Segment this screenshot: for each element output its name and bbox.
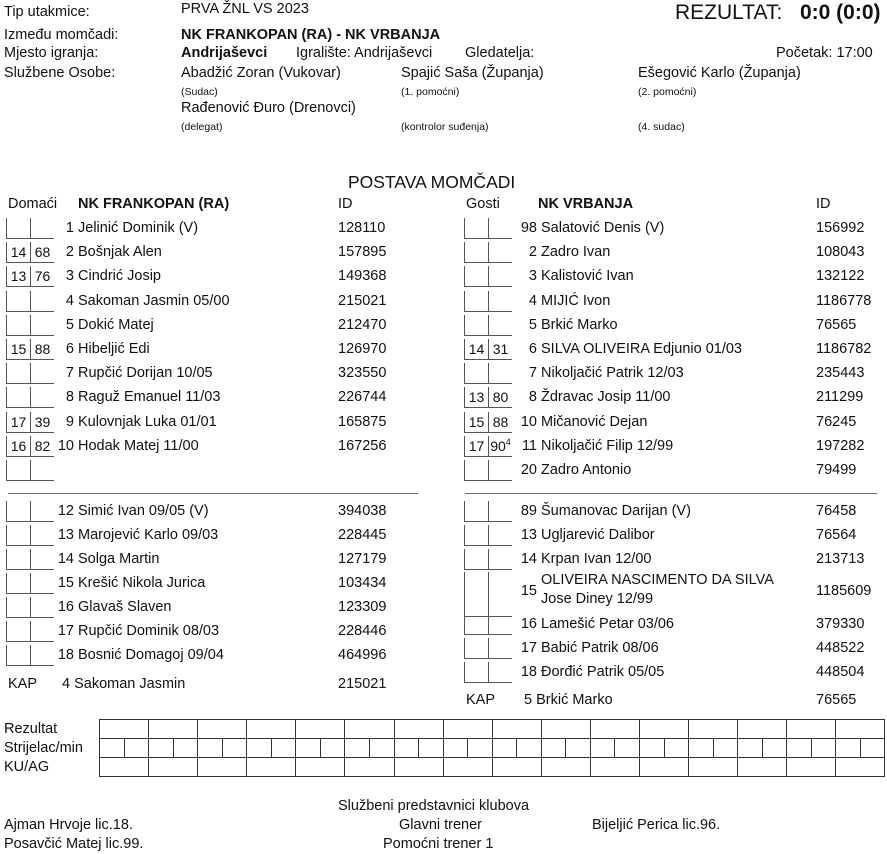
player-id: 464996 bbox=[338, 647, 387, 663]
player-number: 98 bbox=[520, 220, 537, 236]
player-id: 448504 bbox=[816, 664, 865, 680]
player-name: OLIVEIRA NASCIMENTO DA SILVA bbox=[541, 572, 774, 588]
player-number: 12 bbox=[57, 503, 74, 519]
player-id: 165875 bbox=[338, 414, 387, 430]
score-grid-cell[interactable] bbox=[467, 738, 492, 757]
player-id: 156992 bbox=[816, 220, 865, 236]
player-id: 103434 bbox=[338, 575, 387, 591]
score-grid-cell[interactable] bbox=[443, 757, 492, 776]
player-number: 4 bbox=[528, 293, 537, 309]
player-name: Bošnjak Alen bbox=[78, 244, 162, 260]
score-grid-cell[interactable] bbox=[271, 738, 296, 757]
score-grid-cell[interactable] bbox=[664, 738, 689, 757]
player-id: 379330 bbox=[816, 616, 865, 632]
score-grid-cell[interactable] bbox=[99, 757, 148, 776]
player-id: 1186782 bbox=[816, 341, 872, 357]
player-number: 16 bbox=[520, 616, 537, 632]
score-grid-row bbox=[99, 757, 885, 776]
score-grid-cell[interactable] bbox=[737, 738, 762, 757]
score-grid-cell[interactable] bbox=[197, 719, 246, 738]
player-id: 323550 bbox=[338, 365, 387, 381]
player-name: Bosnić Domagoj 09/04 bbox=[78, 647, 224, 663]
score-grid-cell[interactable] bbox=[492, 757, 541, 776]
player-name: Mičanović Dejan bbox=[541, 414, 648, 430]
minute-box[interactable] bbox=[6, 363, 30, 384]
player-id: 76458 bbox=[816, 503, 857, 519]
minute-box-text: 90 bbox=[490, 438, 506, 454]
home-team-name: NK FRANKOPAN (RA) bbox=[78, 196, 230, 212]
tip-label: Tip utakmice: bbox=[4, 4, 90, 20]
venue-value: Andrijaševci bbox=[181, 45, 268, 61]
player-number: 5 bbox=[65, 317, 74, 333]
player-number: 89 bbox=[520, 503, 537, 519]
player-number: 6 bbox=[65, 341, 74, 357]
minute-box[interactable] bbox=[6, 460, 30, 481]
minute-box[interactable] bbox=[6, 387, 30, 408]
spectators: Gledatelja: bbox=[465, 45, 535, 61]
player-number: 9 bbox=[65, 414, 74, 430]
minute-box[interactable] bbox=[6, 597, 30, 618]
lineups-title: POSTAVA MOMČADI bbox=[348, 172, 516, 192]
player-name: Šumanovac Darijan (V) bbox=[541, 503, 691, 519]
home-id-label: ID bbox=[338, 196, 353, 212]
minute-box[interactable]: 16 bbox=[6, 436, 30, 457]
player-name: MIJIĆ Ivon bbox=[541, 293, 611, 309]
minute-box[interactable] bbox=[464, 662, 488, 683]
player-name: Kalistović Ivan bbox=[541, 268, 634, 284]
player-number: 14 bbox=[57, 551, 74, 567]
grid-label-scorer: Strijelac/min bbox=[4, 740, 83, 756]
player-id: 215021 bbox=[338, 293, 387, 309]
player-id: 212470 bbox=[338, 317, 387, 333]
player-number: 15 bbox=[520, 583, 537, 599]
player-id: 213713 bbox=[816, 551, 865, 567]
player-id: 76565 bbox=[816, 317, 857, 333]
player-number: 7 bbox=[65, 365, 74, 381]
player-number: 18 bbox=[520, 664, 537, 680]
minute-box[interactable] bbox=[464, 242, 488, 263]
official-assistant1-role: (1. pomoćni) bbox=[401, 86, 460, 98]
official-referee: Abadžić Zoran (Vukovar) bbox=[181, 65, 341, 81]
rep-role-1: Glavni trener bbox=[399, 817, 483, 833]
result-label: REZULTAT: bbox=[675, 1, 783, 24]
result-value: 0:0 (0:0) bbox=[800, 1, 881, 24]
player-name: Krpan Ivan 12/00 bbox=[541, 551, 652, 567]
match-title: NK FRANKOPAN (RA) - NK VRBANJA bbox=[181, 27, 441, 43]
score-grid-cell[interactable] bbox=[786, 738, 811, 757]
score-grid-cell[interactable] bbox=[639, 719, 688, 738]
score-grid-cell[interactable] bbox=[541, 757, 590, 776]
score-grid-cell[interactable] bbox=[762, 738, 787, 757]
score-grid-cell[interactable] bbox=[394, 738, 419, 757]
player-id: 394038 bbox=[338, 503, 387, 519]
score-grid-cell[interactable] bbox=[786, 757, 835, 776]
player-name: Babić Patrik 08/06 bbox=[541, 640, 659, 656]
player-name: Simić Ivan 09/05 (V) bbox=[78, 503, 209, 519]
score-grid-cell[interactable] bbox=[565, 738, 590, 757]
player-number: 17 bbox=[520, 640, 537, 656]
player-id: 126970 bbox=[338, 341, 387, 357]
score-grid-cell[interactable] bbox=[246, 719, 295, 738]
minute-box-text: 31 bbox=[492, 341, 509, 357]
minute-box[interactable] bbox=[464, 525, 488, 546]
minute-box-text: 80 bbox=[492, 389, 509, 405]
grid-label-result: Rezultat bbox=[4, 721, 58, 737]
score-grid-cell[interactable] bbox=[443, 738, 468, 757]
score-grid-cell[interactable] bbox=[99, 738, 124, 757]
home-divider bbox=[8, 493, 418, 494]
score-grid-cell[interactable] bbox=[295, 719, 344, 738]
minute-box[interactable] bbox=[6, 291, 30, 312]
player-name: Salatović Denis (V) bbox=[541, 220, 665, 236]
minute-box[interactable] bbox=[6, 315, 30, 336]
official-assistant1: Spajić Saša (Županja) bbox=[401, 65, 544, 81]
player-id: 228446 bbox=[338, 623, 387, 639]
player-name: Rupčić Dorijan 10/05 bbox=[78, 365, 213, 381]
minute-box[interactable] bbox=[464, 614, 488, 635]
between-label: Između momčadi: bbox=[4, 27, 119, 43]
minute-box[interactable]: 14 bbox=[464, 339, 488, 360]
score-grid-cell[interactable] bbox=[295, 757, 344, 776]
pitch-value: Igralište: Andrijaševci bbox=[296, 45, 433, 61]
score-grid-cell[interactable] bbox=[295, 738, 320, 757]
minute-box[interactable]: 17 bbox=[464, 436, 488, 457]
player-id: 235443 bbox=[816, 365, 865, 381]
score-grid-cell[interactable] bbox=[811, 738, 836, 757]
player-name: Đorđić Patrik 05/05 bbox=[541, 664, 665, 680]
minute-box[interactable] bbox=[6, 525, 30, 546]
minute-box[interactable] bbox=[6, 645, 30, 666]
away-divider bbox=[465, 493, 877, 494]
player-id: 76245 bbox=[816, 414, 857, 430]
home-rep-1: Ajman Hrvoje lic.18. bbox=[4, 817, 133, 833]
player-name: Jelinić Dominik (V) bbox=[78, 220, 199, 236]
player-id: 197282 bbox=[816, 438, 865, 454]
score-grid-cell[interactable] bbox=[639, 757, 688, 776]
minute-box[interactable] bbox=[464, 315, 488, 336]
player-name: Raguž Emanuel 11/03 bbox=[78, 389, 221, 405]
score-grid-cell[interactable] bbox=[148, 757, 197, 776]
player-id: 127179 bbox=[338, 551, 387, 567]
reps-title: Službeni predstavnici klubova bbox=[338, 798, 530, 814]
rep-role-2: Pomoćni trener 1 bbox=[383, 836, 494, 852]
player-name: Marojević Karlo 09/03 bbox=[78, 527, 219, 543]
player-name: Krešić Nikola Jurica bbox=[78, 575, 206, 591]
score-grid-cell[interactable] bbox=[148, 719, 197, 738]
home-captain-label: KAP bbox=[8, 676, 38, 692]
player-name: Nikoljačić Patrik 12/03 bbox=[541, 365, 684, 381]
score-grid-cell[interactable] bbox=[541, 719, 590, 738]
minute-box[interactable] bbox=[6, 621, 30, 642]
score-grid-cell[interactable] bbox=[835, 757, 884, 776]
player-name: Ždravac Josip 11/00 bbox=[541, 389, 671, 405]
minute-box[interactable] bbox=[6, 501, 30, 522]
away-captain-id: 76565 bbox=[816, 692, 857, 708]
score-grid-cell[interactable] bbox=[516, 738, 541, 757]
player-id: 128110 bbox=[338, 220, 386, 236]
player-id: 228445 bbox=[338, 527, 387, 543]
score-grid-cell[interactable] bbox=[688, 738, 713, 757]
player-id: 76564 bbox=[816, 527, 857, 543]
score-grid-cell[interactable] bbox=[197, 757, 246, 776]
score-grid-cell[interactable] bbox=[835, 719, 884, 738]
minute-box[interactable]: 15 bbox=[464, 412, 488, 433]
player-id: 226744 bbox=[338, 389, 387, 405]
player-id: 108043 bbox=[816, 244, 865, 260]
player-number: 20 bbox=[520, 462, 537, 478]
home-captain-id: 215021 bbox=[338, 676, 387, 692]
score-grid-cell[interactable] bbox=[835, 738, 860, 757]
score-grid-cell[interactable] bbox=[124, 738, 149, 757]
player-id: 132122 bbox=[816, 268, 865, 284]
player-number: 8 bbox=[528, 389, 537, 405]
venue-label: Mjesto igranja: bbox=[4, 45, 99, 61]
score-grid-cell[interactable] bbox=[222, 738, 247, 757]
score-grid-cell[interactable] bbox=[713, 738, 738, 757]
player-number: 17 bbox=[57, 623, 74, 639]
minute-box[interactable]: 14 bbox=[6, 242, 30, 263]
score-grid-cell[interactable] bbox=[344, 719, 393, 738]
away-team-name: NK VRBANJA bbox=[538, 196, 634, 212]
minute-box-text: 39 bbox=[34, 414, 51, 430]
player-number: 1 bbox=[65, 220, 74, 236]
minute-box[interactable]: 17 bbox=[6, 412, 30, 433]
player-name: Cindrić Josip bbox=[78, 268, 161, 284]
player-id: 448522 bbox=[816, 640, 865, 656]
player-id: 123309 bbox=[338, 599, 387, 615]
home-captain: 4 Sakoman Jasmin bbox=[62, 676, 186, 692]
minute-box-text: 88 bbox=[492, 414, 509, 430]
player-number: 14 bbox=[520, 551, 537, 567]
official-delegate-role: (delegat) bbox=[181, 121, 223, 133]
minute-box[interactable] bbox=[464, 549, 488, 570]
player-number: 13 bbox=[57, 527, 74, 543]
player-id: 149368 bbox=[338, 268, 387, 284]
player-number: 15 bbox=[57, 575, 74, 591]
player-number: 7 bbox=[528, 365, 537, 381]
official-assistant2: Ešegović Karlo (Županja) bbox=[638, 65, 801, 81]
player-number: 18 bbox=[57, 647, 74, 663]
score-grid-cell[interactable] bbox=[737, 757, 786, 776]
officials-label: Službene Osobe: bbox=[4, 65, 116, 81]
player-id: 167256 bbox=[338, 438, 387, 454]
score-grid-cell[interactable] bbox=[344, 738, 369, 757]
score-grid-bottom bbox=[99, 776, 885, 777]
minute-box[interactable] bbox=[464, 218, 488, 239]
player-name: Kulovnjak Luka 01/01 bbox=[78, 414, 217, 430]
player-number: 8 bbox=[65, 389, 74, 405]
score-grid-cell[interactable] bbox=[246, 757, 295, 776]
score-grid-cell[interactable] bbox=[369, 738, 394, 757]
score-grid-cell[interactable] bbox=[320, 738, 345, 757]
away-captain-label: KAP bbox=[466, 692, 496, 708]
home-rep-2: Posavčić Matej lic.99. bbox=[4, 836, 144, 852]
player-number: 5 bbox=[528, 317, 537, 333]
player-name: SILVA OLIVEIRA Edjunio 01/03 bbox=[541, 341, 742, 357]
score-grid-cell[interactable] bbox=[197, 738, 222, 757]
player-number: 2 bbox=[65, 244, 74, 260]
score-grid-cell[interactable] bbox=[590, 738, 615, 757]
away-side-label: Gosti bbox=[466, 196, 500, 212]
minute-box[interactable] bbox=[464, 363, 488, 384]
player-name: Nikoljačić Filip 12/99 bbox=[541, 438, 674, 454]
minute-box[interactable] bbox=[6, 573, 30, 594]
player-number: 4 bbox=[65, 293, 74, 309]
player-number: 11 bbox=[521, 438, 537, 454]
score-grid-cell[interactable] bbox=[99, 719, 148, 738]
minute-box[interactable] bbox=[464, 572, 488, 617]
minute-box[interactable] bbox=[464, 291, 488, 312]
kickoff: Početak: 17:00 bbox=[776, 45, 873, 61]
score-grid-cell[interactable] bbox=[541, 738, 566, 757]
minute-box-text: 82 bbox=[34, 438, 51, 454]
minute-box[interactable] bbox=[464, 501, 488, 522]
player-id: 79499 bbox=[816, 462, 857, 478]
player-number: 2 bbox=[528, 244, 537, 260]
score-grid-cell[interactable] bbox=[614, 738, 639, 757]
minute-box[interactable] bbox=[6, 218, 30, 239]
minute-box[interactable]: 13 bbox=[464, 387, 488, 408]
official-controller-role: (kontrolor suđenja) bbox=[401, 121, 489, 133]
player-id: 1186778 bbox=[816, 293, 872, 309]
player-name: Brkić Marko bbox=[541, 317, 618, 333]
away-id-label: ID bbox=[816, 196, 831, 212]
minute-box[interactable] bbox=[30, 460, 54, 481]
away-rep-1: Bijeljić Perica lic.96. bbox=[592, 817, 721, 833]
score-grid-cell[interactable] bbox=[443, 719, 492, 738]
player-number: 10 bbox=[520, 414, 537, 430]
score-grid-cell[interactable] bbox=[344, 757, 393, 776]
minute-box-text: 68 bbox=[34, 244, 51, 260]
player-name: Rupčić Dominik 08/03 bbox=[78, 623, 220, 639]
player-name-line2: Jose Diney 12/99 bbox=[541, 591, 654, 607]
player-name: Hodak Matej 11/00 bbox=[78, 438, 199, 454]
player-number: 3 bbox=[65, 268, 74, 284]
player-number: 13 bbox=[520, 527, 537, 543]
player-id: 211299 bbox=[816, 389, 864, 405]
minute-box[interactable] bbox=[464, 638, 488, 659]
player-name: Lamešić Petar 03/06 bbox=[541, 616, 674, 632]
score-grid-cell[interactable] bbox=[860, 738, 885, 757]
minute-box[interactable]: 15 bbox=[6, 339, 30, 360]
player-name: Hibeljić Edi bbox=[78, 341, 150, 357]
score-grid-cell[interactable] bbox=[688, 757, 737, 776]
player-name: Sakoman Jasmin 05/00 bbox=[78, 293, 230, 309]
player-id: 1185609 bbox=[816, 583, 872, 599]
official-assistant2-role: (2. pomoćni) bbox=[638, 86, 697, 98]
score-grid-cell[interactable] bbox=[418, 738, 443, 757]
player-number: 10 bbox=[57, 438, 74, 454]
player-id: 157895 bbox=[338, 244, 387, 260]
score-grid-cell[interactable] bbox=[492, 719, 541, 738]
player-name: Glavaš Slaven bbox=[78, 599, 172, 615]
away-captain: 5 Brkić Marko bbox=[524, 692, 613, 708]
score-grid-cell[interactable] bbox=[639, 738, 664, 757]
tip-value: PRVA ŽNL VS 2023 bbox=[181, 1, 309, 17]
player-number: 6 bbox=[528, 341, 537, 357]
minute-box[interactable] bbox=[6, 549, 30, 570]
score-grid-cell[interactable] bbox=[394, 757, 443, 776]
official-referee-role: (Sudac) bbox=[181, 86, 218, 98]
minute-box[interactable] bbox=[464, 460, 488, 481]
minute-box-sup: 4 bbox=[505, 437, 511, 447]
player-name: Solga Martin bbox=[78, 551, 160, 567]
grid-label-cards: KU/AG bbox=[4, 759, 50, 775]
official-fourth-role: (4. sudac) bbox=[638, 121, 685, 133]
score-grid-cell[interactable] bbox=[590, 757, 639, 776]
score-grid-cell[interactable] bbox=[590, 719, 639, 738]
minute-box[interactable] bbox=[464, 266, 488, 287]
player-name: Dokić Matej bbox=[78, 317, 154, 333]
player-name: Ugljarević Dalibor bbox=[541, 527, 655, 543]
home-side-label: Domaći bbox=[8, 196, 58, 212]
score-grid-row bbox=[99, 738, 885, 757]
player-number: 3 bbox=[528, 268, 537, 284]
score-grid-cell[interactable] bbox=[688, 719, 737, 738]
score-grid-cell[interactable] bbox=[394, 719, 443, 738]
score-grid-row bbox=[99, 719, 885, 738]
player-name: Zadro Antonio bbox=[541, 462, 632, 478]
minute-box-text: 88 bbox=[34, 341, 51, 357]
player-number: 16 bbox=[57, 599, 74, 615]
score-grid-cell[interactable] bbox=[786, 719, 835, 738]
score-grid-cell[interactable] bbox=[737, 719, 786, 738]
minute-box[interactable]: 13 bbox=[6, 266, 30, 287]
score-grid-cell[interactable] bbox=[148, 738, 173, 757]
official-delegate: Rađenović Đuro (Drenovci) bbox=[181, 100, 356, 116]
score-grid-cell[interactable] bbox=[492, 738, 517, 757]
minute-box-text: 76 bbox=[34, 268, 51, 284]
score-grid-cell[interactable] bbox=[246, 738, 271, 757]
player-name: Zadro Ivan bbox=[541, 244, 611, 260]
score-grid-cell[interactable] bbox=[173, 738, 198, 757]
